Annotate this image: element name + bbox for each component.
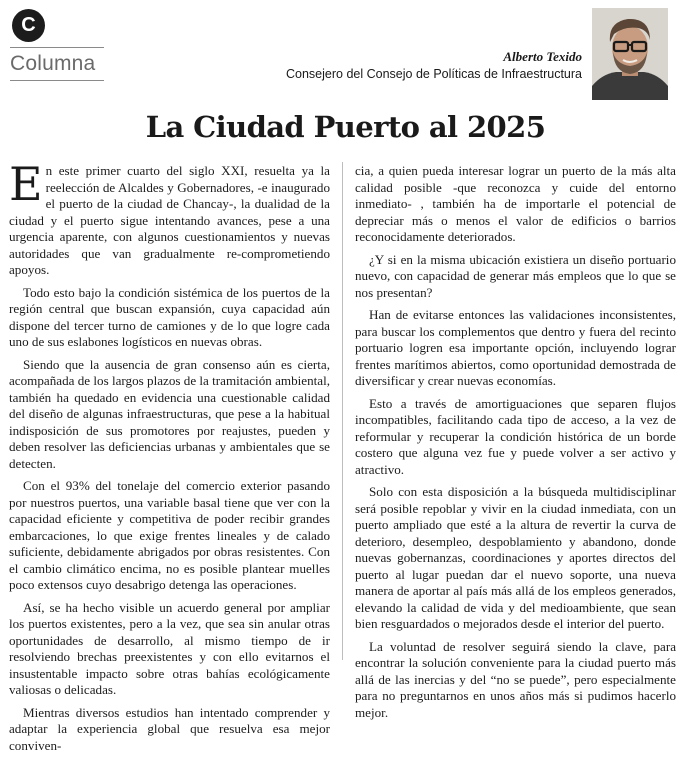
paragraph: Así, se ha hecho visible un acuerdo general por ampliar los puertos existentes, pero a la vez, que sea sin anular otras oportunidades de desarrollo, al mismo tiempo de ir resolviendo brechas preexistentes y con ello evitarnos el insustentable impacto sobre otras bahías ecológicamente valiosas o delicadas. (9, 599, 330, 697)
paragraph: Todo esto bajo la condición sistémica de los puertos de la región central que buscan expansión, cuya capacidad aún dispone del tercer turno de camiones y de lo que logre cada uno de sus eslabones logísticos en nuevas obras. (9, 284, 330, 349)
paragraph: Siendo que la ausencia de gran consenso aún es cierta, acompañada de los largos plazos de la tramitación ambiental, también ha quedado en evidencia una cuestionable calidad del diseño de algunas infraestructuras, que pese a la habitual indisposición de sus promotores por reajustes, pueden y deben resolver las deficiencias urbanas y ambientales que se detecten. (9, 356, 330, 471)
author-photo (592, 8, 668, 100)
author-role: Consejero del Consejo de Políticas de Infraestructura (286, 67, 582, 81)
paragraph: La voluntad de resolver seguirá siendo la clave, para encontrar la solución conveniente para la ciudad puerto más allá de las inercias y del “no se puede”, pero especialmente para no preguntarnos en unos años más si pudimos hacerlo mejor. (355, 638, 676, 720)
paragraph: Solo con esta disposición a la búsqueda multidisciplinar será posible repoblar y vivir en la ciudad inmediata, con un puerto ampliado que esté a la altura de revertir la curva de deterioro, desempleo, despoblamiento y abandono, donde nuevas gobernanzas, coordinaciones y aportes directos del puerto al lugar puedan dar el nuevo soporte, una nueva manera de aportar al país más allá de los empleos generados, elevando la calidad de vida y del medioambiente, que sean bien resguardados o mejorados desde el interior del puerto. (355, 484, 676, 631)
section-label: Columna (10, 52, 96, 75)
section-badge: C (12, 9, 45, 42)
author-name: Alberto Texido (503, 49, 582, 64)
paragraph: Con el 93% del tonelaje del comercio exterior pasando por nuestros puertos, una variable basal tiene que ver con la capacidad eficiente y competitiva de poder recibir grandes embarcaciones, lo que exige frentes lineales y de calado suficiente, debidamente abrigados por obras resistentes. Con el cambio climático encima, no es posible plantear muelles poco extensos cuyo desabrigo detenga las operaciones. (9, 478, 330, 592)
article-column-right (355, 163, 676, 727)
column-divider (342, 162, 343, 660)
paragraph: ¿Y si en la misma ubicación existiera un diseño portuario nuevo, con capacidad de generar más empleos que lo que se nos presentan? (355, 251, 676, 300)
drop-cap: E (9, 157, 43, 211)
paragraph: Esto a través de amortiguaciones que separen flujos incompatibles, facilitando cada tipo de acceso, a la vez de reformular y recuperar la condición histórica de un borde costero que alguna vez fue y puede volver a ser activo y atractivo. (355, 395, 676, 477)
paragraph-text: n este primer cuarto del siglo XXI, resuelta ya la reelección de Alcaldes y Gobernadores, -e inaugurado el puerto de la ciudad de Chancay-, la dualidad de la ciudad y el puerto sigue intentando avances, pese a una urgencia aparente, con algunos cuestionamientos y nuevas autoridades que van gradualmente re-comprometiendo apoyos. (9, 163, 330, 277)
section-rule-bottom (10, 80, 104, 81)
article-column-left (9, 157, 330, 760)
author-block (286, 49, 582, 83)
author-portrait-icon (592, 8, 668, 100)
section-rule-top (10, 47, 104, 48)
paragraph: Mientras diversos estudios han intentado comprender y adaptar la experiencia global que resuelva esa mejor conviven- (9, 704, 330, 753)
paragraph (9, 157, 330, 279)
paragraph: Han de evitarse entonces las validaciones inconsistentes, para buscar los complementos que dentro y fuera del recinto portuario logren esa importante opción, incluyendo lograr frentes marítimos abiertos, como oportunidad demostrada de diversificar y crear nuevas economías. (355, 307, 676, 388)
article-title: La Ciudad Puerto al 2025 (145, 110, 546, 144)
paragraph: cia, a quien pueda interesar lograr un puerto de la más alta calidad posible -que reconozca y cuide del entorno inmediato- , también ha de importarle el potencial de depreciar más o menos el valor de edificios o barrios reconocidamente deteriorados. (355, 163, 676, 244)
